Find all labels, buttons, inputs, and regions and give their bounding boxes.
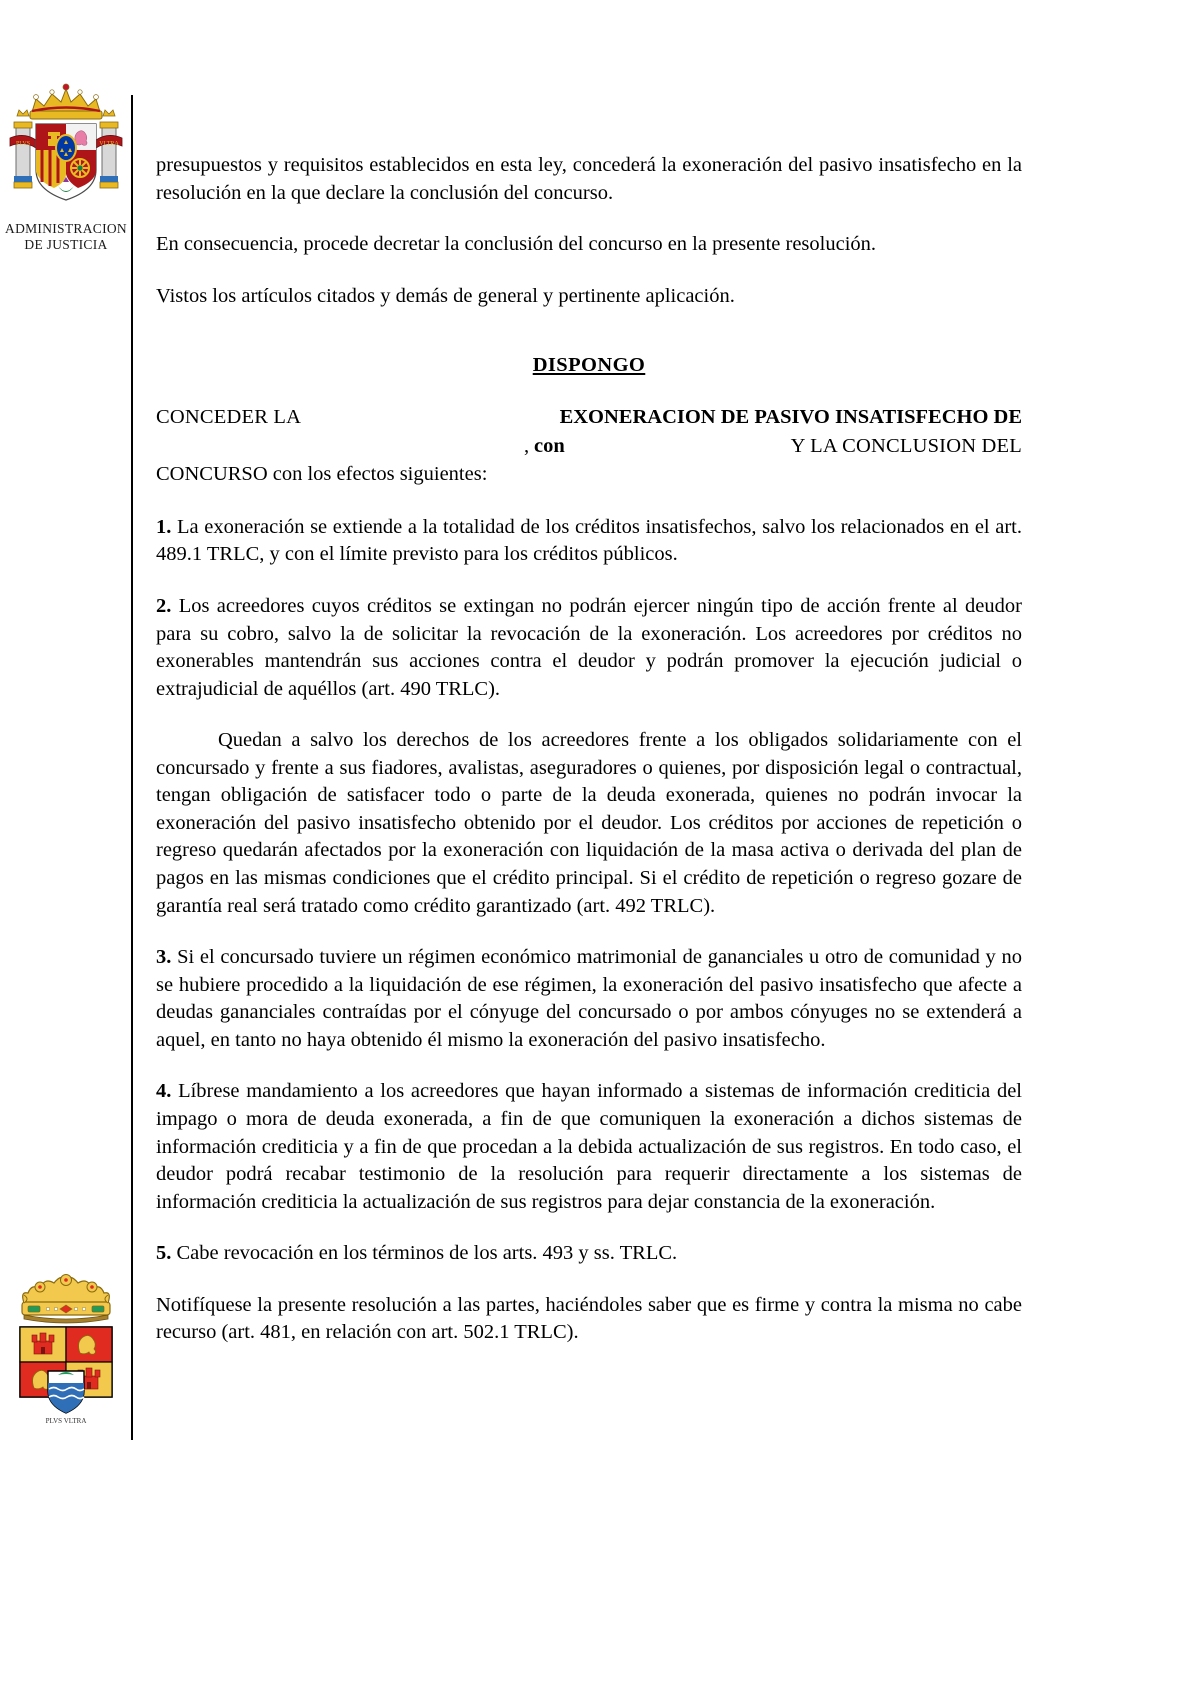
paragraph-intro-2: En consecuencia, procede decretar la conclusión del concurso en la presente resolución. bbox=[156, 233, 877, 256]
list-item-4-text: Líbrese mandamiento a los acreedores que hayan informado a sistemas de información crediticia del impago o mora de deuda exonerada, a fin de que comuniquen la exoneración a dichos sistemas de información crediticia y a fin de que procedan a la debida actualización de sus registros. En todo caso, el deudor podrá recabar testimonio de la resolución para requerir directamente a los sistemas de información crediticia la actualización de sus registros para dejar constancia de la exoneración. bbox=[156, 1080, 1022, 1213]
list-item-5 bbox=[156, 1240, 1022, 1268]
dispositive-line-2 bbox=[156, 432, 1022, 460]
list-item-2-text: Los acreedores cuyos créditos se extingan no podrán ejercer ningún tipo de acción frente al deudor para su cobro, salvo la de solicitar la revocación de la exoneración. Los acreedores por créditos no exonerables mantendrán sus acciones contra el deudor y podrán promover la ejecución judicial o extrajudicial de aquéllos (art. 490 TRLC). bbox=[156, 594, 1022, 700]
list-item-4-number: 4. bbox=[156, 1080, 172, 1103]
spain-coat-of-arms-icon bbox=[6, 141, 126, 218]
dispositive-line-3: CONCURSO con los efectos siguientes: bbox=[156, 462, 488, 485]
svg-text:VLTRA: VLTRA bbox=[99, 141, 119, 147]
regional-coat-of-arms-icon bbox=[10, 1417, 122, 1439]
margin-vertical-rule bbox=[131, 95, 133, 1440]
list-item-2-number: 2. bbox=[156, 594, 172, 617]
dispositive-emphasis: EXONERACION DE PASIVO INSATISFECHO DE bbox=[559, 406, 1022, 429]
list-item-1-text: La exoneración se extiende a la totalidad de los créditos insatisfechos, salvo los relacionados en el art. 489.1 TRLC, y con el límite previsto para los créditos públicos. bbox=[156, 515, 1022, 566]
paragraph-notifiquese: Notifíquese la presente resolución a las partes, haciéndoles saber que es firme y contra la misma no cabe recurso (art. 481, en relación con art. 502.1 TRLC). bbox=[156, 1293, 1022, 1344]
redaction-mark: , bbox=[524, 434, 530, 457]
list-item-4 bbox=[156, 1078, 1022, 1216]
list-item-3-text: Si el concursado tuviere un régimen económico matrimonial de gananciales u otro de comunidad y no se hubiere procedido a la liquidación de ese régimen, la exoneración del pasivo insatisfecho que afecte a deudas gananciales contraídas por el cónyuge del concursado o por ambos cónyuges no se extenderá a aquel, en tanto no haya obtenido él mismo la exoneración del pasivo insatisfecho. bbox=[156, 946, 1022, 1051]
document-body bbox=[156, 152, 1022, 1347]
dispositive-block bbox=[156, 403, 1022, 488]
list-item-1 bbox=[156, 514, 1022, 569]
svg-text:PLVS: PLVS bbox=[15, 141, 31, 147]
bottom-emblem-motto: PLVS VLTRA bbox=[45, 1417, 87, 1425]
dispositive-con: con bbox=[534, 434, 565, 457]
top-emblem-block bbox=[4, 82, 128, 253]
list-item-1-number: 1. bbox=[156, 515, 172, 538]
top-emblem-caption-line1: ADMINISTRACION bbox=[5, 221, 127, 236]
top-emblem-caption-line2: DE JUSTICIA bbox=[24, 236, 108, 252]
list-item-3-number: 3. bbox=[156, 946, 172, 969]
bottom-emblem-block bbox=[6, 1263, 126, 1440]
paragraph-intro-3: Vistos los artículos citados y demás de general y pertinente aplicación. bbox=[156, 284, 735, 307]
top-emblem-caption bbox=[4, 221, 128, 253]
list-item-2 bbox=[156, 593, 1022, 703]
paragraph-quedan-a-salvo: Quedan a salvo los derechos de los acreedores frente a los obligados solidariamente con el concursado y frente a sus fiadores, avalistas, aseguradores o quienes, por disposición legal o contractual, tengan obligación de satisfacer todo o parte de la deuda exonerada, quienes no podrán invocar la exoneración del pasivo insatisfecho obtenido por el deudor. Los créditos por acciones de repetición o regreso quedarán afectados por la exoneración con liquidación de la masa activa o derivada del plan de pagos en las mismas condiciones que el crédito principal. Si el crédito de repetición o regreso gozare de garantía real será tratado como crédito garantizado (art. 492 TRLC). bbox=[156, 729, 1022, 917]
dispositive-tail: Y LA CONCLUSION DEL bbox=[790, 434, 1022, 457]
list-item-5-text: Cabe revocación en los términos de los arts. 493 y ss. TRLC. bbox=[176, 1242, 678, 1265]
dispositive-lead: CONCEDER LA bbox=[156, 406, 302, 429]
list-item-3 bbox=[156, 944, 1022, 1054]
heading-dispongo: DISPONGO bbox=[532, 354, 646, 377]
paragraph-intro-1: presupuestos y requisitos establecidos en esta ley, concederá la exoneración del pasivo insatisfecho en la resolución en la que declare la conclusión del concurso. bbox=[156, 154, 1022, 204]
dispositive-line-1 bbox=[156, 403, 1022, 431]
left-margin-column bbox=[0, 0, 132, 1703]
list-item-5-number: 5. bbox=[156, 1242, 172, 1265]
